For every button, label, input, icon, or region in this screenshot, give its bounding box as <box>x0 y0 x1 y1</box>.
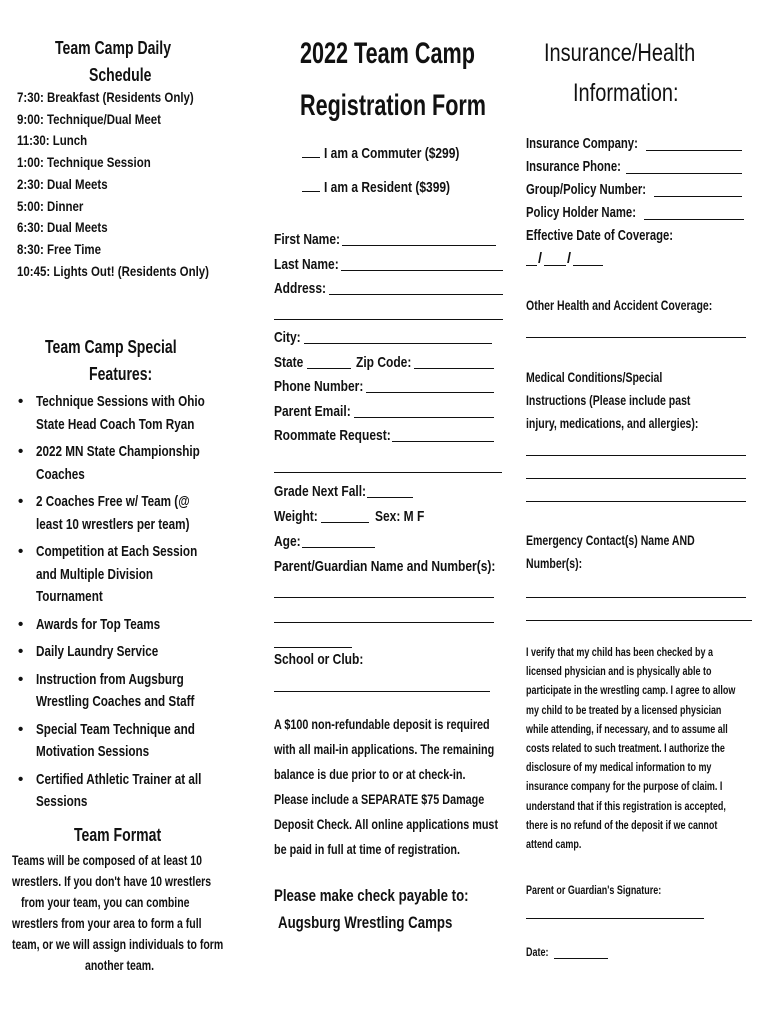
team-format-line: team, or we will assign individuals to form <box>12 937 224 952</box>
feature-text: 2022 MN State Championship <box>36 443 200 460</box>
resident-label: I am a Resident ($399) <box>324 179 451 196</box>
policy-number-field[interactable] <box>526 179 752 202</box>
guardian-blank[interactable] <box>274 607 494 623</box>
verification-line: there is no refund of the deposit if we cannot <box>526 819 718 832</box>
deposit-line: Deposit Check. All online applications must <box>274 817 499 832</box>
verification-line: licensed physician and is physically able to <box>526 666 712 679</box>
age-label: Age: <box>274 533 301 550</box>
form-title-line: 2022 Team Camp <box>300 37 475 70</box>
guardian-blank[interactable] <box>274 582 494 598</box>
other-coverage-line[interactable] <box>526 322 746 338</box>
date-field[interactable] <box>526 944 646 964</box>
schedule-list <box>17 87 252 282</box>
first-name-line[interactable] <box>342 230 496 246</box>
team-format-title <box>12 822 247 849</box>
deposit-line: A $100 non-refundable deposit is required <box>274 717 490 732</box>
insurance-phone-line[interactable] <box>626 158 742 174</box>
effective-date-label: Effective Date of Coverage: <box>526 228 674 244</box>
parent-email-line[interactable] <box>354 402 494 418</box>
features-list <box>12 391 252 819</box>
schedule-item: 1:00: Technique Session <box>17 154 151 171</box>
insurance-company-field[interactable] <box>526 133 752 156</box>
date-slash: / <box>567 251 572 267</box>
address-line-2[interactable] <box>274 302 506 327</box>
feature-text: Sessions <box>36 793 88 810</box>
roommate-label: Roommate Request: <box>274 427 391 444</box>
deposit-line: Please include a SEPARATE $75 Damage <box>274 792 485 807</box>
roommate-line[interactable] <box>392 426 494 442</box>
medical-label-line: injury, medications, and allergies): <box>526 416 699 431</box>
feature-text: Competition at Each Session <box>36 543 198 560</box>
zip-line[interactable] <box>414 353 494 369</box>
insurance-fields <box>526 133 752 271</box>
athlete-fields <box>274 480 506 655</box>
last-name-line[interactable] <box>341 255 503 271</box>
features-title-line: Features: <box>88 364 153 384</box>
zip-label: Zip Code: <box>356 353 412 371</box>
first-name-label: First Name: <box>274 231 341 248</box>
feature-text: Awards for Top Teams <box>36 615 161 633</box>
sex-label: Sex: M F <box>375 508 425 525</box>
date-line[interactable] <box>554 946 608 959</box>
date-label: Date: <box>526 947 549 959</box>
schedule-item: 10:45: Lights Out! (Residents Only) <box>17 262 209 279</box>
payable-line: Please make check payable to: <box>274 886 469 905</box>
policy-holder-field[interactable] <box>526 202 752 225</box>
grade-label: Grade Next Fall: <box>274 483 367 500</box>
payable-line: Augsburg Wrestling Camps <box>278 913 453 932</box>
bullet-icon: • <box>18 720 24 738</box>
schedule-item: 9:00: Technique/Dual Meet <box>17 110 161 127</box>
date-month-blank[interactable] <box>526 250 537 266</box>
phone-line[interactable] <box>366 377 494 393</box>
form-title-line: Registration Form <box>300 89 487 122</box>
guardian-label: Parent/Guardian Name and Number(s): <box>274 558 496 575</box>
commuter-label: I am a Commuter ($299) <box>324 145 460 162</box>
feature-item <box>12 769 252 814</box>
policy-holder-label: Policy Holder Name: <box>526 205 636 221</box>
commuter-option[interactable] <box>302 142 493 167</box>
resident-blank[interactable] <box>302 176 320 192</box>
verification-line: I verify that my child has been checked by a <box>526 647 713 659</box>
school-line[interactable] <box>274 676 490 692</box>
bullet-icon: • <box>18 493 24 510</box>
feature-text: Coaches <box>36 465 85 483</box>
feature-item <box>12 541 252 609</box>
roommate-field[interactable] <box>274 424 506 449</box>
city-line[interactable] <box>304 328 492 344</box>
feature-item <box>12 441 252 486</box>
schedule-title-line: Team Camp Daily <box>55 38 172 58</box>
team-format-line: Teams will be composed of at least 10 <box>12 853 203 868</box>
grade-line[interactable] <box>367 482 413 498</box>
insurance-phone-label: Insurance Phone: <box>526 159 621 175</box>
weight-sex-field[interactable] <box>274 505 506 530</box>
schedule-title-line: Schedule <box>89 65 152 85</box>
feature-text: least 10 wrestlers per team) <box>36 515 190 533</box>
bullet-icon: • <box>18 443 24 460</box>
resident-option[interactable] <box>302 176 482 201</box>
feature-text: State Head Coach Tom Ryan <box>36 415 195 433</box>
verification-line: while attending, if necessary, and to assume all <box>526 723 728 736</box>
policy-number-line[interactable] <box>654 181 742 197</box>
team-format-line: wrestlers. If you don't have 10 wrestlers <box>12 874 212 889</box>
schedule-item: 6:30: Dual Meets <box>17 219 108 236</box>
signature-label: Parent or Guardian's Signature: <box>526 885 662 897</box>
parent-email-label: Parent Email: <box>274 402 351 420</box>
school-label: School or Club: <box>274 651 364 668</box>
state-label: State <box>274 353 304 371</box>
emergency-line[interactable] <box>526 582 746 598</box>
feature-item <box>12 719 252 764</box>
schedule-item: 11:30: Lunch <box>17 132 88 149</box>
verification-line: my child to be treated by a licensed physician <box>526 704 722 717</box>
signature-label-row <box>526 882 699 901</box>
bullet-icon: • <box>18 643 24 660</box>
insurance-phone-field[interactable] <box>526 156 752 179</box>
deposit-line: with all mail-in applications. The remaining <box>274 742 495 757</box>
address-label: Address: <box>274 280 327 297</box>
guardian-field <box>274 555 506 580</box>
effective-date-input[interactable] <box>526 248 752 271</box>
medical-line[interactable] <box>526 463 746 479</box>
feature-text: Motivation Sessions <box>36 743 150 760</box>
team-format-title-text: Team Format <box>73 825 161 845</box>
feature-text: Wrestling Coaches and Staff <box>36 693 195 710</box>
insurance-company-line[interactable] <box>646 135 742 151</box>
parent-email-field[interactable] <box>274 400 506 425</box>
insurance-title-line: Insurance/Health <box>544 39 696 67</box>
registrant-fields <box>274 228 506 449</box>
commuter-blank[interactable] <box>302 142 320 158</box>
medical-conditions <box>526 366 752 435</box>
feature-text: Daily Laundry Service <box>36 643 159 660</box>
schedule-item: 8:30: Free Time <box>17 240 102 257</box>
emergency-label-line: Number(s): <box>526 556 583 571</box>
feature-text: Certified Athletic Trainer at all <box>36 770 202 788</box>
age-line[interactable] <box>302 532 375 548</box>
verification-statement <box>526 644 756 855</box>
medical-label-line: Instructions (Please include past <box>526 393 691 408</box>
weight-line[interactable] <box>321 507 369 523</box>
phone-label: Phone Number: <box>274 378 364 395</box>
bullet-icon: • <box>18 670 24 688</box>
weight-label: Weight: <box>274 508 318 525</box>
verification-line: disclosure of my medical information to my <box>526 762 712 775</box>
insurance-title-line: Information: <box>572 79 679 107</box>
medical-line[interactable] <box>526 440 746 456</box>
phone-field[interactable] <box>274 375 506 400</box>
policy-holder-line[interactable] <box>644 204 744 220</box>
deposit-info <box>274 712 506 862</box>
grade-field[interactable] <box>274 480 506 505</box>
effective-date-field <box>526 225 752 248</box>
insurance-company-label: Insurance Company: <box>526 136 638 152</box>
guardian-blank[interactable] <box>274 632 352 648</box>
schedule-item: 5:00: Dinner <box>17 197 84 214</box>
verification-line: attend camp. <box>526 839 582 852</box>
insurance-title <box>526 33 752 113</box>
other-coverage-label: Other Health and Accident Coverage: <box>526 298 713 313</box>
date-day-blank[interactable] <box>544 250 566 266</box>
deposit-line: be paid in full at time of registration. <box>274 842 461 857</box>
feature-item <box>12 391 252 436</box>
verification-line: costs related to such treatment. I authorize the <box>526 743 725 756</box>
address-line[interactable] <box>329 279 503 295</box>
school-field <box>274 648 386 673</box>
features-title-line: Team Camp Special <box>45 337 177 357</box>
verification-line: understand that if this registration is accepted, <box>526 800 726 813</box>
team-format-line: from your team, you can combine <box>21 895 190 910</box>
deposit-line: balance is due prior to or at check-in. <box>274 767 466 782</box>
emergency-contact <box>526 529 752 575</box>
features-title <box>12 334 247 388</box>
last-name-field[interactable] <box>274 253 506 278</box>
date-slash: / <box>538 251 543 267</box>
feature-text: Technique Sessions with Ohio <box>36 393 205 410</box>
feature-text: Instruction from Augsburg <box>36 670 184 688</box>
city-field[interactable] <box>274 326 506 351</box>
medical-line[interactable] <box>526 486 746 502</box>
bullet-icon: • <box>18 615 24 633</box>
feature-text: 2 Coaches Free w/ Team (@ <box>36 493 190 510</box>
schedule-item: 2:30: Dual Meets <box>17 175 108 192</box>
medical-label-line: Medical Conditions/Special <box>526 370 663 385</box>
team-format-line: another team. <box>85 958 155 973</box>
signature-line[interactable] <box>526 903 704 919</box>
other-coverage-label-row <box>526 294 765 317</box>
schedule-item: 7:30: Breakfast (Residents Only) <box>17 89 194 105</box>
city-label: City: <box>274 329 301 346</box>
bullet-icon: • <box>18 770 24 788</box>
feature-text: Special Team Technique and <box>36 720 195 738</box>
last-name-label: Last Name: <box>274 255 339 273</box>
state-line[interactable] <box>307 353 351 369</box>
schedule-title <box>12 35 247 89</box>
feature-item <box>12 491 252 536</box>
feature-text: and Multiple Division <box>36 565 154 583</box>
guardian-line-1[interactable] <box>274 580 506 605</box>
section-divider <box>274 472 502 473</box>
date-year-blank[interactable] <box>573 250 603 266</box>
feature-item <box>12 669 252 714</box>
first-name-field[interactable] <box>274 228 506 253</box>
verification-line: insurance company for the purpose of claim. I <box>526 781 723 794</box>
feature-item <box>12 641 252 664</box>
address-field[interactable] <box>274 277 506 302</box>
guardian-line-2[interactable] <box>274 605 506 630</box>
policy-number-label: Group/Policy Number: <box>526 182 647 198</box>
feature-text: Tournament <box>36 588 103 605</box>
emergency-line[interactable] <box>526 605 752 621</box>
emergency-label-line: Emergency Contact(s) Name AND <box>526 533 695 548</box>
address-line-2-blank[interactable] <box>274 304 503 320</box>
bullet-icon: • <box>18 393 24 410</box>
team-format-line: wrestlers from your area to form a full <box>12 916 202 931</box>
verification-line: participate in the wrestling camp. I agree to allow <box>526 685 736 698</box>
bullet-icon: • <box>18 543 24 560</box>
form-title <box>300 28 558 132</box>
feature-item <box>12 614 252 637</box>
state-zip-field[interactable] <box>274 351 506 376</box>
team-format-text <box>12 850 247 976</box>
payable-info <box>274 882 506 936</box>
age-field[interactable] <box>274 530 506 555</box>
